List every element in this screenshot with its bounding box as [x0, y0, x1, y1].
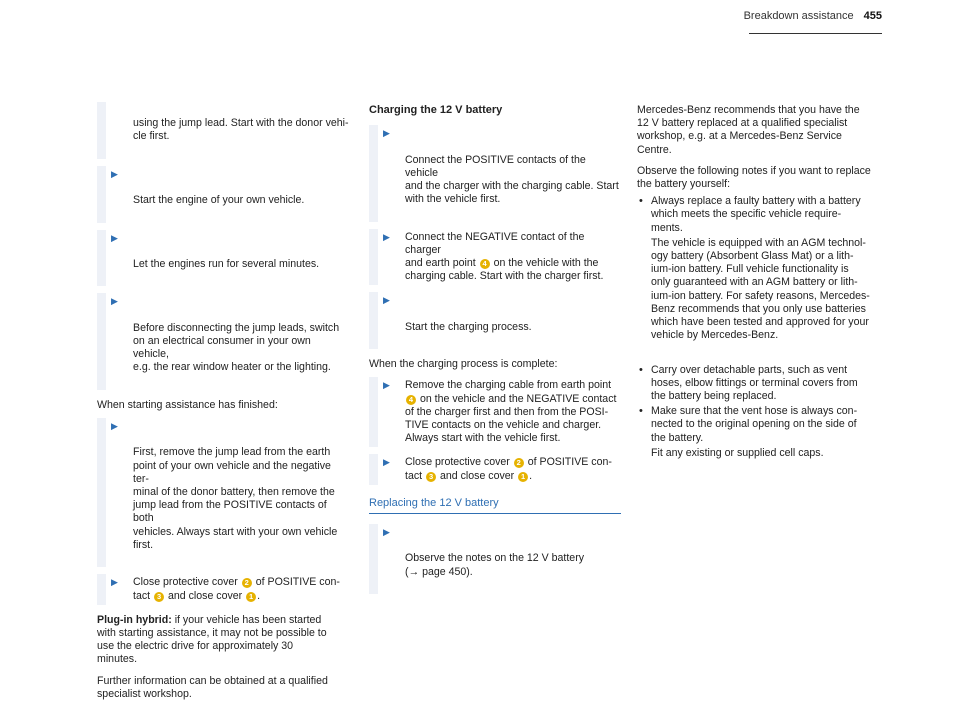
step-text[interactable]: Observe the notes on the 12 V battery (→ page 450). — [405, 552, 585, 578]
step-continued — [97, 104, 349, 157]
step-text-a: Close protective cover — [405, 456, 510, 469]
page-header — [744, 10, 882, 23]
observe-intro: Observe the following notes if you want to replace the battery yourself: — [637, 164, 871, 191]
arrow-icon: ▶ — [111, 577, 118, 588]
bullet-subtext: The vehicle is equipped with an AGM technol- ogy battery (Absorbent Glass Mat) or a lith- ium-ion battery. Full vehicle functionality is only guaranteed with an AGM battery or lith- ium-ion battery. For safety reasons, Mercedes- Benz recommends that you only use batteries which have been tested and approved for your vehicle by Mercedes-Benz. — [651, 236, 870, 342]
column-3 — [637, 104, 892, 481]
arrow-icon: ▶ — [111, 232, 118, 243]
arrow-icon: ▶ — [111, 421, 118, 432]
step-text: using the jump lead. Start with the donor vehi- cle first. — [133, 117, 349, 143]
step-text-b: of POSITIVE con- tact — [133, 576, 340, 602]
step-text: First, remove the jump lead from the earth point of your own vehicle and the negative ter- minal of the donor battery, then remove the jump lead from the POSITIVE contacts of both vehicles. Always start with your own vehicle first. — [133, 446, 338, 551]
arrow-icon: ▶ — [111, 168, 118, 179]
step-text: Start the charging process. — [405, 320, 532, 333]
further-info: Further information can be obtained at a qualified specialist workshop. — [97, 674, 328, 700]
step-remove-leads — [97, 420, 349, 565]
column-2 — [369, 104, 621, 603]
notes-list — [637, 195, 892, 479]
number-badge-3: 3 — [426, 472, 436, 482]
step-start-charging — [369, 294, 621, 347]
bullet-text: Carry over detachable parts, such as vent hoses, elbow fittings or terminal covers from the battery being replaced. — [651, 363, 858, 403]
bullet-text: Make sure that the vent hose is always con- nected to the original opening on the side of the battery. — [651, 405, 858, 444]
arrow-icon: ▶ — [383, 527, 390, 538]
number-badge-1: 1 — [518, 472, 528, 482]
list-item — [637, 364, 892, 404]
step-remove-cable — [369, 379, 621, 445]
arrow-icon: ▶ — [383, 457, 390, 468]
step-text: Let the engines run for several minutes. — [133, 258, 320, 271]
finished-intro: When starting assistance has finished: — [97, 398, 278, 411]
step-close-cover — [97, 576, 349, 602]
step-text-c: and close cover — [167, 589, 243, 602]
page-number: 455 — [863, 10, 882, 22]
hybrid-text: if your vehicle has been started with starting assistance, it may not be possible to use the electric drive for approximately 30 minutes. — [97, 613, 327, 666]
list-item — [637, 405, 892, 479]
number-badge-1: 1 — [246, 592, 256, 602]
replacing-heading: Replacing the 12 V battery — [369, 497, 621, 514]
arrow-icon: ▶ — [383, 231, 390, 242]
arrow-icon: ▶ — [383, 295, 390, 306]
step-text-a: Connect the NEGATIVE contact of the charger and earth point — [405, 230, 585, 270]
step-text: Close protective cover 2 of POSITIVE con- tact 3 and close cover 1 . — [405, 456, 612, 482]
bullet-subtext: Fit any existing or supplied cell caps. — [651, 446, 824, 459]
arrow-icon: ▶ — [383, 128, 390, 139]
step-text — [389, 231, 621, 284]
step-text: Connect the POSITIVE contacts of the vehicle and the charger with the charging cable. Start with the vehicle first. — [405, 153, 619, 206]
number-badge-2: 2 — [242, 578, 252, 588]
step-text-b: on the vehicle and the NEGATIVE contact of the charger first and then from the POSI- TIVE contacts on the vehicle and charger. Always start with the vehicle first. — [405, 392, 617, 445]
number-badge-4: 4 — [406, 395, 416, 405]
step-text: Start the engine of your own vehicle. — [133, 194, 305, 207]
step-start-engine — [97, 168, 349, 221]
step-connect-negative — [369, 231, 621, 284]
header-rule — [749, 33, 882, 34]
step-text-a: Close protective cover — [133, 576, 238, 589]
step-text — [389, 379, 621, 445]
bullet-text: Always replace a faulty battery with a battery which meets the specific vehicle require- ments. — [651, 195, 861, 234]
step-text: Before disconnecting the jump leads, switch on an electrical consumer in your own vehicle, e.g. the rear window heater or the lighting. — [133, 321, 340, 374]
column-1 — [97, 104, 349, 709]
number-badge-2: 2 — [514, 458, 524, 468]
arrow-icon: ▶ — [383, 380, 390, 391]
step-text-a: Remove the charging cable from earth point — [405, 379, 612, 392]
step-run-engines — [97, 232, 349, 285]
step-connect-positive — [369, 127, 621, 219]
step-text-c: and close cover — [439, 469, 515, 482]
complete-intro: When the charging process is complete: — [369, 358, 558, 371]
list-item — [637, 195, 892, 361]
section-title: Breakdown assistance — [743, 10, 854, 22]
step-close-cover-2 — [369, 456, 621, 482]
number-badge-4: 4 — [480, 259, 490, 269]
charging-heading: Charging the 12 V battery — [369, 104, 503, 116]
recommendation: Mercedes-Benz recommends that you have the 12 V battery replaced at a qualified specialist workshop, e.g. at a Mercedes-Benz Service Centre. — [637, 104, 860, 156]
step-observe-notes — [369, 526, 621, 592]
arrow-icon: ▶ — [111, 296, 118, 307]
step-switch-consumer — [97, 295, 349, 387]
step-text-b: of POSITIVE con- tact — [405, 456, 612, 482]
hybrid-note — [97, 614, 349, 667]
step-text-b: on the vehicle with the charging cable. Start with the charger first. — [405, 257, 604, 283]
step-text: Close protective cover 2 of POSITIVE con- tact 3 and close cover 1 . — [133, 576, 340, 602]
hybrid-label: Plug-in hybrid: — [97, 613, 172, 626]
number-badge-3: 3 — [154, 592, 164, 602]
